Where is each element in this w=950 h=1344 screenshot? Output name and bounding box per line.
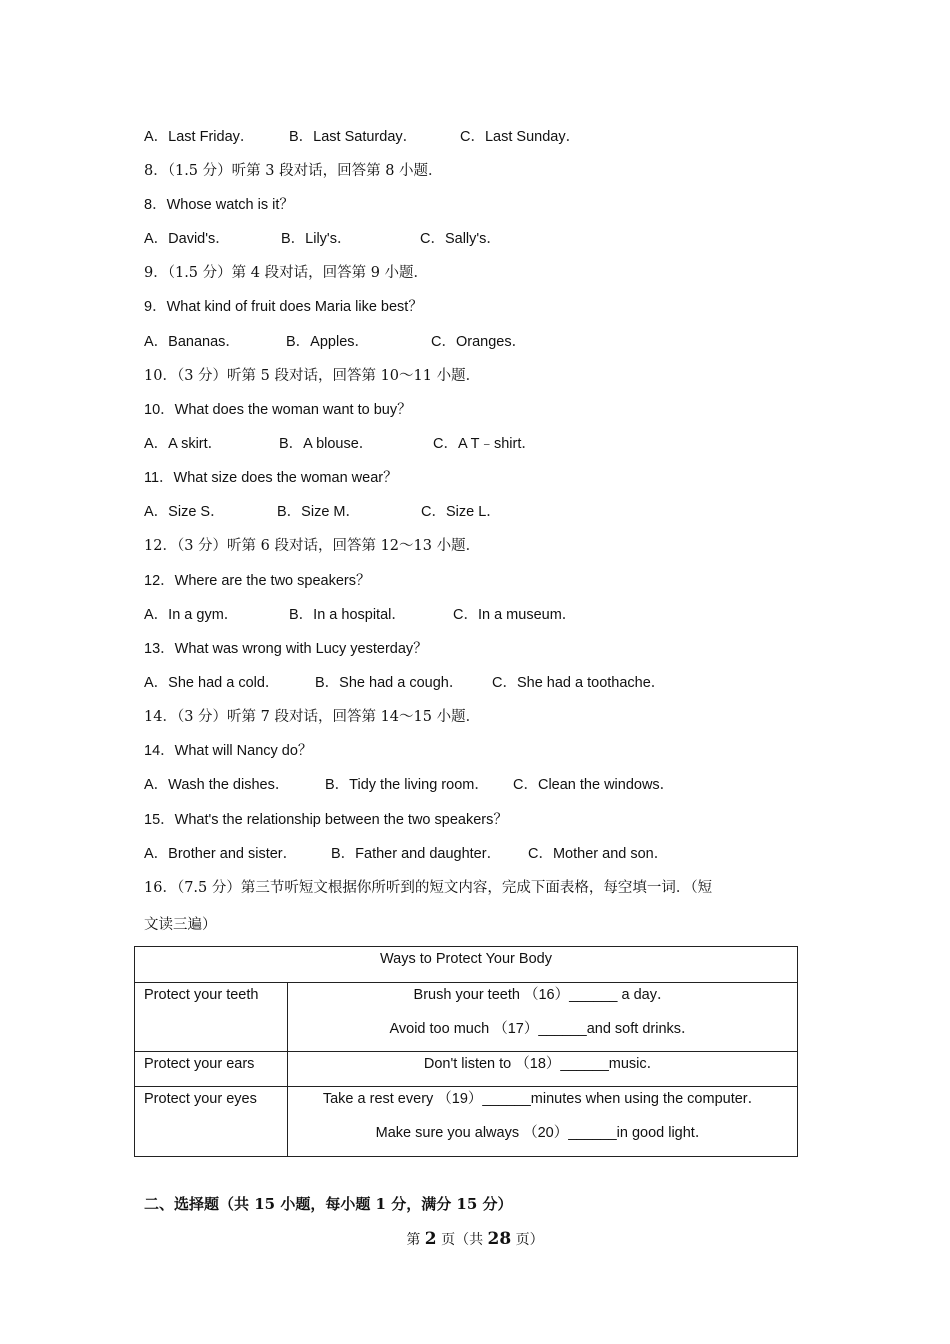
ways-table bbox=[134, 946, 798, 1157]
q8-option-b: B．Lily's． bbox=[281, 231, 352, 247]
q16-intro-line2: 文读三遍） bbox=[144, 917, 217, 933]
q7-option-a: A．Last Friday． bbox=[144, 129, 255, 145]
q10-option-c: C．A T﹣shirt． bbox=[433, 436, 536, 452]
table-row-content-ears bbox=[288, 1052, 798, 1087]
q13-option-c: C．She had a toothache． bbox=[492, 675, 666, 691]
q14-question: 14．What will Nancy do？ bbox=[144, 743, 313, 759]
q13-option-a: A．She had a cold． bbox=[144, 675, 280, 691]
q8-question: 8．Whose watch is it？ bbox=[144, 197, 294, 213]
q12-option-b: B．In a hospital． bbox=[289, 607, 406, 623]
q8-option-a: A．David's． bbox=[144, 231, 230, 247]
footer-total-pages: 28 bbox=[487, 1229, 512, 1249]
q12-option-c: C．In a museum． bbox=[453, 607, 577, 623]
q12-option-a: A．In a gym． bbox=[144, 607, 239, 623]
q11-option-b: B．Size M． bbox=[277, 504, 360, 520]
q11-option-c: C．Size L． bbox=[421, 504, 501, 520]
q14-option-a: A．Wash the dishes． bbox=[144, 777, 290, 793]
q8-option-c: C．Sally's． bbox=[420, 231, 501, 247]
q9-option-c: C．Oranges． bbox=[431, 334, 527, 350]
ears-line-1: Don't listen to （18）______music． bbox=[423, 1056, 662, 1072]
q13-question: 13．What was wrong with Lucy yesterday？ bbox=[144, 641, 428, 657]
q14-option-b: B．Tidy the living room． bbox=[325, 777, 489, 793]
q9-question: 9．What kind of fruit does Maria like best？ bbox=[144, 299, 423, 315]
page-footer bbox=[0, 1229, 950, 1249]
q13-option-b: B．She had a cough． bbox=[315, 675, 464, 691]
eyes-line-1: Take a rest every （19）______minutes when using the computer． bbox=[322, 1091, 763, 1107]
q9-intro: 9．（1.5 分）第 4 段对话，回答第 9 小题． bbox=[144, 265, 429, 281]
q11-option-a: A．Size S． bbox=[144, 504, 225, 520]
q10-intro: 10．（3 分）听第 5 段对话，回答第 10～11 小题． bbox=[144, 368, 481, 384]
footer-middle: 页（共 bbox=[436, 1232, 488, 1248]
q12-intro: 12．（3 分）听第 6 段对话，回答第 12～13 小题． bbox=[144, 538, 481, 554]
table-row-content-teeth bbox=[288, 983, 798, 1052]
q9-option-b: B．Apples． bbox=[286, 334, 370, 350]
q7-option-c: C．Last Sunday． bbox=[460, 129, 581, 145]
footer-prefix: 第 bbox=[406, 1232, 425, 1248]
q12-question: 12．Where are the two speakers？ bbox=[144, 573, 371, 589]
q11-question: 11．What size does the woman wear？ bbox=[144, 470, 398, 486]
footer-suffix: 页） bbox=[511, 1232, 544, 1248]
q16-intro-line1: 16．（7.5 分）第三节听短文根据你所听到的短文内容，完成下面表格，每空填一词．（短 bbox=[144, 880, 713, 896]
teeth-line-1: Brush your teeth （16）______ a day． bbox=[413, 987, 672, 1003]
q10-option-b: B．A blouse． bbox=[279, 436, 374, 452]
q15-question: 15．What's the relationship between the two speakers？ bbox=[144, 812, 508, 828]
q10-question: 10．What does the woman want to buy？ bbox=[144, 402, 412, 418]
q8-intro: 8．（1.5 分）听第 3 段对话，回答第 8 小题． bbox=[144, 163, 443, 179]
section-2-title: 二、选择题（共 15 小题，每小题 1 分，满分 15 分） bbox=[144, 1195, 513, 1213]
table-row-label-eyes: Protect your eyes bbox=[135, 1087, 288, 1157]
q10-option-a: A．A skirt． bbox=[144, 436, 223, 452]
q15-option-b: B．Father and daughter． bbox=[331, 846, 502, 862]
table-row-content-eyes bbox=[288, 1087, 798, 1157]
footer-page-number: 2 bbox=[424, 1229, 437, 1249]
eyes-line-2: Make sure you always （20）______in good light． bbox=[375, 1125, 710, 1141]
table-row-label-teeth: Protect your teeth bbox=[135, 983, 288, 1052]
q9-option-a: A．Bananas． bbox=[144, 334, 240, 350]
table-title: Ways to Protect Your Body bbox=[135, 947, 798, 983]
q15-option-c: C．Mother and son． bbox=[528, 846, 669, 862]
q14-option-c: C．Clean the windows． bbox=[513, 777, 675, 793]
q14-intro: 14．（3 分）听第 7 段对话，回答第 14～15 小题． bbox=[144, 709, 481, 725]
q15-option-a: A．Brother and sister． bbox=[144, 846, 298, 862]
teeth-line-2: Avoid too much （17）______and soft drinks． bbox=[389, 1021, 696, 1037]
q7-option-b: B．Last Saturday． bbox=[289, 129, 418, 145]
table-row-label-ears: Protect your ears bbox=[135, 1052, 288, 1087]
